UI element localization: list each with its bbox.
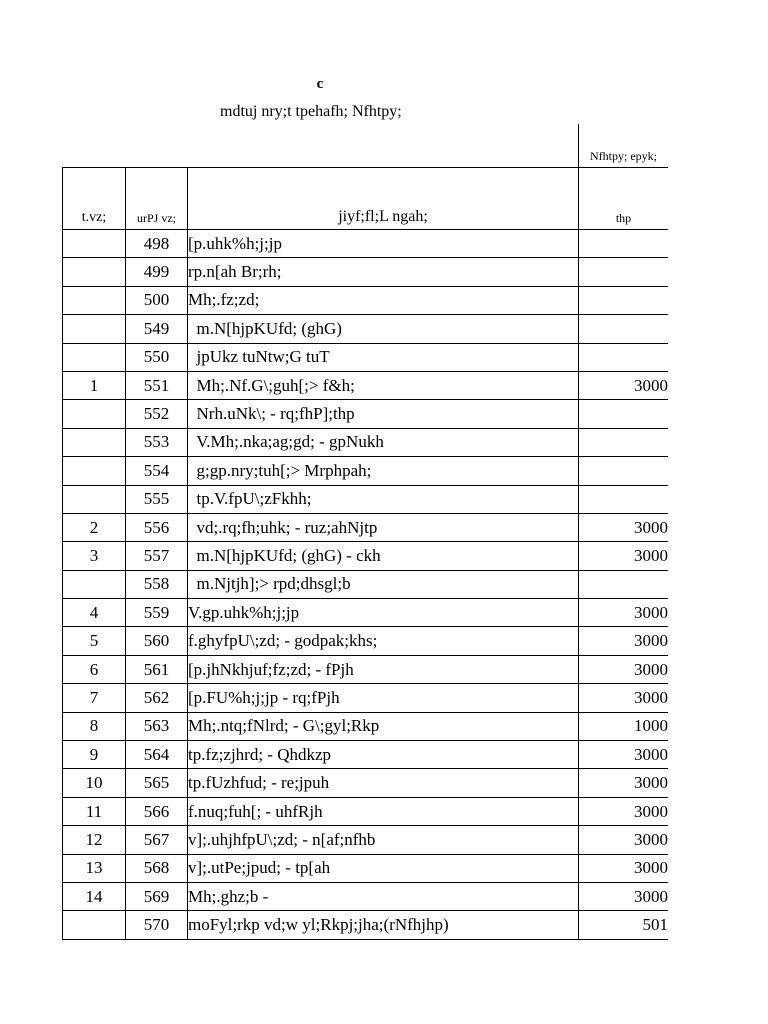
cell-receipt-number: 565 [126,769,188,797]
cell-receipt-number: 549 [126,315,188,343]
cell-receipt-number: 568 [126,854,188,882]
cell-serial-number: 10 [63,769,126,797]
table-row [63,258,669,286]
cell-name: m.N[hjpKUfd; (ghG) - ckh [188,542,579,570]
table-row [63,230,669,258]
cell-receipt-number: 500 [126,286,188,314]
table-row [63,428,669,456]
column-group-label: Nfhtpy; epyk; [590,149,657,163]
header-serial-number: t.vz; [63,168,126,230]
cell-receipt-number: 560 [126,627,188,655]
cell-serial-number [63,258,126,286]
cell-serial-number [63,570,126,598]
cell-name: Mh;.Nf.G\;guh[;> f&h; [188,371,579,399]
cell-amount: 3000 [579,542,669,570]
cell-name: f.nuq;fuh[; - uhfRjh [188,797,579,825]
cell-receipt-number: 559 [126,599,188,627]
table-row [63,655,669,683]
cell-serial-number: 4 [63,599,126,627]
cell-amount [579,400,669,428]
table-row [63,343,669,371]
table-row [63,684,669,712]
cell-amount [579,485,669,513]
cell-name: v];.uhjhfpU\;zd; - n[af;nfhb [188,826,579,854]
cell-amount: 3000 [579,769,669,797]
table-row [63,627,669,655]
cell-name: moFyl;rkp vd;w yl;Rkpj;jha;(rNfhjhp) [188,911,579,939]
table-header-row [63,168,669,230]
cell-receipt-number: 563 [126,712,188,740]
cell-receipt-number: 498 [126,230,188,258]
cell-name: v];.utPe;jpud; - tp[ah [188,854,579,882]
cell-name: Mh;.fz;zd; [188,286,579,314]
cell-receipt-number: 499 [126,258,188,286]
table-row [63,826,669,854]
cell-amount [579,286,669,314]
cell-receipt-number: 570 [126,911,188,939]
cell-amount [579,230,669,258]
cell-name: jpUkz tuNtw;G tuT [188,343,579,371]
cell-receipt-number: 554 [126,457,188,485]
cell-name: tp.fz;zjhrd; - Qhdkzp [188,741,579,769]
cell-amount [579,428,669,456]
table-row [63,315,669,343]
cell-amount [579,457,669,485]
table-row [63,400,669,428]
cell-receipt-number: 567 [126,826,188,854]
cell-name: [p.FU%h;j;jp - rq;fPjh [188,684,579,712]
cell-receipt-number: 558 [126,570,188,598]
header-amount: thp [579,168,669,230]
table-row [63,882,669,910]
cell-name: tp.fUzhfud; - re;jpuh [188,769,579,797]
cell-serial-number [63,428,126,456]
cell-amount: 3000 [579,599,669,627]
table-row [63,599,669,627]
table-row [63,911,669,939]
cell-serial-number: 8 [63,712,126,740]
cell-name: f.ghyfpU\;zd; - godpak;khs; [188,627,579,655]
cell-amount: 501 [579,911,669,939]
cell-receipt-number: 550 [126,343,188,371]
cell-receipt-number: 551 [126,371,188,399]
cell-name: V.Mh;.nka;ag;gd; - gpNukh [188,428,579,456]
cell-name: m.N[hjpKUfd; (ghG) [188,315,579,343]
cell-amount: 3000 [579,797,669,825]
cell-serial-number: 9 [63,741,126,769]
cell-amount: 3000 [579,826,669,854]
table-row [63,371,669,399]
cell-name: V.gp.uhk%h;j;jp [188,599,579,627]
table-body [63,230,669,940]
header-mark: c [316,76,324,92]
cell-serial-number [63,230,126,258]
cell-serial-number: 2 [63,513,126,541]
cell-serial-number: 13 [63,854,126,882]
cell-receipt-number: 561 [126,655,188,683]
cell-amount: 3000 [579,655,669,683]
cell-serial-number [63,400,126,428]
cell-receipt-number: 557 [126,542,188,570]
cell-receipt-number: 562 [126,684,188,712]
cell-serial-number: 11 [63,797,126,825]
cell-serial-number: 14 [63,882,126,910]
table-row [63,513,669,541]
cell-receipt-number: 556 [126,513,188,541]
cell-amount [579,315,669,343]
cell-amount [579,570,669,598]
cell-name: vd;.rq;fh;uhk; - ruz;ahNjtp [188,513,579,541]
cell-name: [p.uhk%h;j;jp [188,230,579,258]
cell-serial-number: 12 [63,826,126,854]
cell-amount: 3000 [579,684,669,712]
table-row [63,854,669,882]
cell-name: tp.V.fpU\;zFkhh; [188,485,579,513]
document-title: mdtuj nry;t tpehafh; Nfhtpy; [220,103,402,120]
receipt-table [62,167,669,940]
table-row [63,797,669,825]
cell-amount: 1000 [579,712,669,740]
cell-serial-number [63,485,126,513]
table-row [63,457,669,485]
cell-amount [579,343,669,371]
cell-name: rp.n[ah Br;rh; [188,258,579,286]
table-row [63,570,669,598]
cell-receipt-number: 552 [126,400,188,428]
cell-serial-number: 7 [63,684,126,712]
cell-receipt-number: 564 [126,741,188,769]
header-name: jiyf;fl;L ngah; [188,168,579,230]
cell-serial-number: 6 [63,655,126,683]
cell-receipt-number: 569 [126,882,188,910]
cell-serial-number [63,457,126,485]
cell-serial-number [63,343,126,371]
table-row [63,286,669,314]
cell-serial-number: 1 [63,371,126,399]
column-divider-line [578,124,579,167]
cell-amount: 3000 [579,854,669,882]
cell-name: Mh;.ntq;fNlrd; - G\;gyl;Rkp [188,712,579,740]
cell-receipt-number: 553 [126,428,188,456]
page-margin [668,124,768,944]
table-row [63,769,669,797]
cell-serial-number: 3 [63,542,126,570]
cell-name: Nrh.uNk\; - rq;fhP];thp [188,400,579,428]
cell-amount: 3000 [579,513,669,541]
cell-amount [579,258,669,286]
table-row [63,741,669,769]
cell-name: [p.jhNkhjuf;fz;zd; - fPjh [188,655,579,683]
table-row [63,485,669,513]
cell-receipt-number: 555 [126,485,188,513]
table-row [63,712,669,740]
table-row [63,542,669,570]
header-receipt-number: urPJ vz; [126,168,188,230]
cell-name: m.Njtjh];> rpd;dhsgl;b [188,570,579,598]
cell-amount: 3000 [579,741,669,769]
cell-serial-number: 5 [63,627,126,655]
cell-serial-number [63,315,126,343]
cell-receipt-number: 566 [126,797,188,825]
cell-serial-number [63,286,126,314]
cell-amount: 3000 [579,882,669,910]
cell-serial-number [63,911,126,939]
cell-name: Mh;.ghz;b - [188,882,579,910]
cell-amount: 3000 [579,627,669,655]
cell-name: g;gp.nry;tuh[;> Mrphpah; [188,457,579,485]
cell-amount: 3000 [579,371,669,399]
